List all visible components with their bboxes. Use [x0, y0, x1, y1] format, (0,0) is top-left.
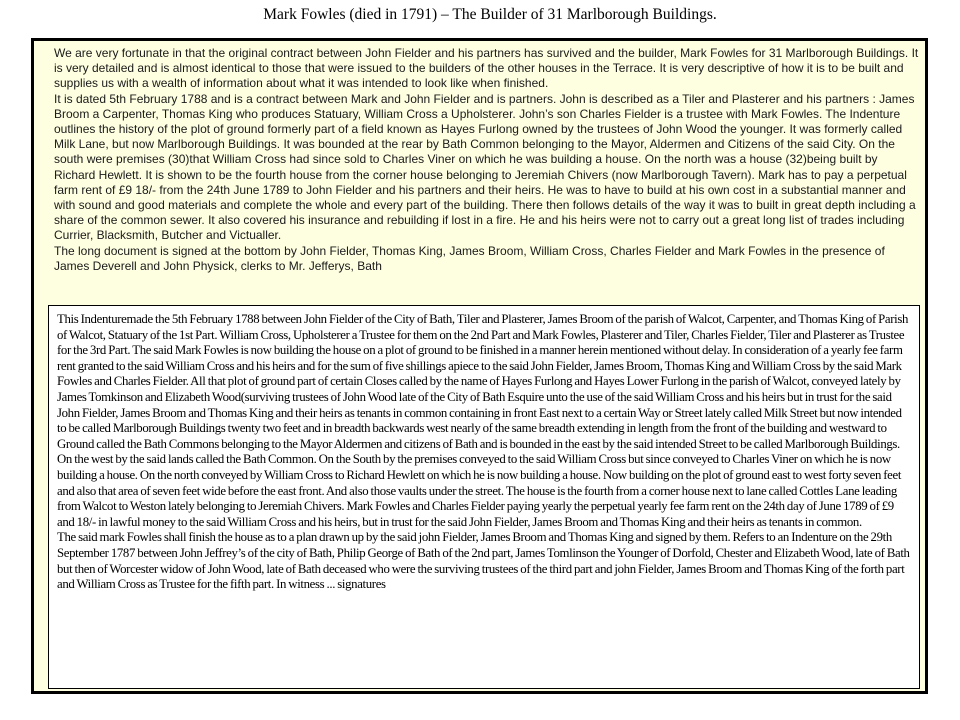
summary-paragraph: We are very fortunate in that the original contract between John Fielder and his partners has survived and the builder, Mark Fowles for 31 Marlborough Buildings. It is very detailed and is almost identical to those that were issued to the builders of the other houses in the Terrace. It is very descriptive of how it is to be built and supplies us with a wealth of information about what it was intended to look like when finished. [54, 46, 919, 91]
summary-paragraph: It is dated 5th February 1788 and is a contract between Mark and John Fielder and is partners. John is described as a Tiler and Plasterer and his partners : James Broom a Carpenter, Thomas King who produces Statuary, William Cross a Upholsterer. John’s son Charles Fielder is a trustee with Mark Fowles. The Indenture outlines the history of the plot of ground formerly part of a field known as Hayes Furlong owned by the trustees of John Wood the younger. It was formerly called Milk Lane, but now Marlborough Buildings. It was bounded at the rear by Bath Common belonging to the Mayor, Aldermen and Citizens of the said City. On the south were premises (30)that William Cross had since sold to Charles Viner on which he was building a house. On the north was a house (32)being built by Richard Hewlett. It is shown to be the fourth house from the corner house belonging to Jeremiah Chivers (now Marlborough Tavern). Mark has to pay a perpetual farm rent of £9 18/- from the 24th June 1789 to John Fielder and his partners and their heirs. He was to have to build at his own cost in a substantial manner and with sound and good materials and complete the whole and every part of the building. There then follows details of the way it was to built in great depth including a share of the common sewer. It also covered his insurance and rebuilding if lost in a fire. He and his heirs were not to carry out a great long list of trades including Currier, Blacksmith, Butcher and Victualler. [54, 91, 916, 243]
summary-text [54, 46, 922, 274]
document-panel [31, 38, 928, 694]
indenture-paragraph: The said mark Fowles shall finish the house as to a plan drawn up by the said john Fielder, James Broom and Thomas King and signed by them. Refers to an Indenture on the 29th September 1787 between John Jeffrey’s of the city of Bath, Philip George of Bath of the 2nd part, James Tomlinson the Younger of Dorfold, Chester and Elizabeth Wood, late of Bath but then of Worcester widow of John Wood, late of Bath deceased who were the surviving trustees of the third part and john Fielder, James Broom and Thomas King of the forth part and William Cross as Trustee for the fifth part. In witness ... signatures [57, 530, 910, 592]
summary-paragraph: The long document is signed at the bottom by John Fielder, Thomas King, James Broom, William Cross, Charles Fielder and Mark Fowles in the presence of James Deverell and John Physick, clerks to Mr. Jefferys, Bath [54, 243, 885, 273]
indenture-transcript [48, 305, 920, 689]
page-title: Mark Fowles (died in 1791) – The Builder of 31 Marlborough Buildings. [263, 6, 717, 23]
indenture-paragraph: This Indenturemade the 5th February 1788 between John Fielder of the City of Bath, Tiler and Plasterer, James Broom of the parish of Walcot, Carpenter, and Thomas King of Parish of Walcot, Statuary of the 1st Part. William Cross, Upholsterer a Trustee for them on the 2nd Part and Mark Fowles, Plasterer and Tiler, Charles Fielder, Tiler and Plasterer as Trustee for the 3rd Part. The said Mark Fowles is now building the house on a plot of ground to be finished in a manner herein mentioned without delay. In consideration of a yearly fee farm rent granted to the said William Cross and his heirs and for the sum of five shillings apiece to the said John Fielder, James Broom, Thomas King and William Cross by the said Mark Fowles and Charles Fielder. All that plot of ground part of certain Closes called by the name of Hayes Furlong and Hayes Lower Furlong in the parish of Walcot, conveyed lately by James Tomkinson and Elizabeth Wood(surviving trustees of John Wood late of the City of Bath Esquire unto the use of the said William Cross and his heirs but in trust for the said John Fielder, James Broom and Thomas King and their heirs as tenants in common containing in front East next to a certain Way or Street lately called Milk Street but now intended to be called Marlborough Buildings twenty two feet and in breadth backwards west nearly of the same breadth extending in length from the front of the building and westward to Ground called the Bath Commons belonging to the Mayor Aldermen and citizens of Bath and is bounded in the east by the said intended Street to be called Marlborough Buildings. On the west by the said lands called the Bath Common. On the South by the premises conveyed to the said William Cross but since conveyed to Charles Viner on which he is now building a house. On the north conveyed by William Cross to Richard Hewlett on which he is now building a house. Now building on the plot of ground east to west forty seven feet and also that area of seven feet wide before the east front. And also those vaults under the street. The house is the fourth from a corner house next to lane called Cottles Lane leading from Walcot to Weston lately belonging to Jeremiah Chivers. Mark Fowles and Charles Fielder paying yearly the perpetual yearly fee farm rent on the 24th day of June 1789 of £9 and 18/- in lawful money to the said William Cross and his heirs, but in trust for the said John Fielder, James Broom and Thomas King and their heirs as tenants in common. [57, 312, 909, 529]
